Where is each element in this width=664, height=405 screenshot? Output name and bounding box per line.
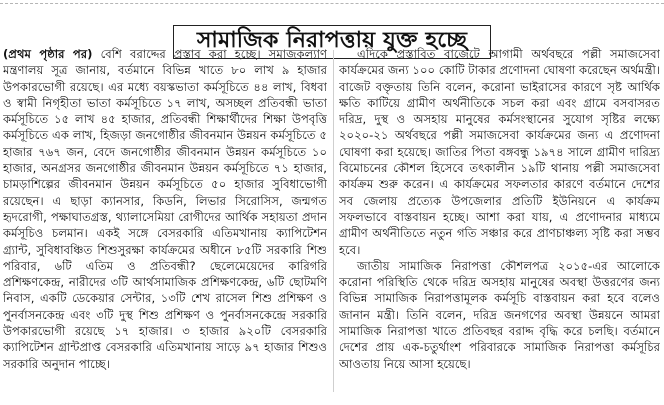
right-column [339, 46, 660, 401]
right-paragraph-1: এদিকে প্রস্তাবিত বাজেটে আগামী অর্থবছরে পল্লী সমাজসেবা কার্যক্রমের জন্য ১০০ কোটি টাকার প্রণোদনা ঘোষণা করেছেন অর্থমন্ত্রী। বাজেট বক্তৃতায় তিনি বলেন, করোনা ভাইরাসের কারণে সৃষ্ট আর্থিক ক্ষতি কাটিয়ে গ্রামীণ অর্থনীতিকে সচল করা এবং গ্রামে বসবাসরত দরিদ্র, দুস্থ ও অসহায় মানুষের কর্মসংস্থানের সুযোগ সৃষ্টির লক্ষ্যে ২০২০-২১ অর্থবছরে পল্লী সমাজসেবা কার্যক্রমের জন্য এ প্রণোদনা ঘোষণা করা হয়েছে। জাতির পিতা বঙ্গবন্ধু ১৯৭৪ সালে গ্রামীণ দারিদ্র্য বিমোচনের কৌশল হিসেবে তৎকালীন ১৯টি থানায় পল্লী সমাজসেবা কার্যক্রম শুরু করেন। এ কার্যক্রমের সফলতার কারণে বর্তমানে দেশের সব জেলায় প্রত্যেক উপজেলার প্রতিটি ইউনিয়নে এ কার্যক্রম সফলভাবে বাস্তবায়ন হচ্ছে। আশা করা যায়, এ প্রণোদনার মাধ্যমে গ্রামীণ অর্থনীতিতে নতুন গতি সঞ্চার করে প্রাণচাঞ্চল্য সৃষ্টি করা সম্ভব হবে। [339, 47, 660, 257]
column-divider [333, 50, 334, 392]
continuation-kicker: (প্রথম পৃষ্ঠার পর) [3, 47, 93, 61]
previous-content-strip [0, 0, 664, 4]
left-column [3, 46, 327, 401]
left-paragraph-1 [3, 46, 327, 372]
article-headline: সামাজিক নিরাপত্তায় যুক্ত হচ্ছে [173, 25, 491, 59]
right-paragraph-2: জাতীয় সামাজিক নিরাপত্তা কৌশলপত্র ২০১৫-এর আলোকে করোনা পরিস্থিতি থেকে দরিদ্র অসহায় মানুষের অবস্থা উত্তরণের জন্য বিভিন্ন সামাজিক নিরাপত্তামূলক কর্মসূচি বাস্তবায়ন করা হবে বলেও জানান মন্ত্রী। তিনি বলেন, দরিদ্র জনগণের অবস্থা উন্নয়নে আমরা সামাজিক নিরাপত্তা খাতে প্রতিবছর বরাদ্দ বৃদ্ধি করে চলছি। বর্তমানে দেশের প্রায় এক-চতুর্থাংশ পরিবারকে সামাজিক নিরাপত্তা কর্মসূচির আওতায় নিয়ে আসা হয়েছে। [339, 258, 660, 371]
left-paragraph-1-text: বেশি বরাদ্দের প্রস্তাব করা হচ্ছে। সমাজকল্যাণ মন্ত্রণালয় সূত্র জানায়, বর্তমানে বিভিন্ন খাতে ৮০ লাখ ৯ হাজার উপকারভোগী রয়েছে। এর মধ্যে বয়স্কভাতা কর্মসূচিতে ৪৪ লাখ, বিধবা ও স্বামী নিগৃহীতা ভাতা কর্মসূচিতে ১৭ লাখ, অসচ্ছল প্রতিবন্ধী ভাতা কর্মসূচিতে ১৫ লাখ ৪৫ হাজার, প্রতিবন্ধী শিক্ষার্থীদের শিক্ষা উপবৃত্তি কর্মসূচিতে এক লাখ, হিজড়া জনগোষ্ঠীর জীবনমান উন্নয়ন কর্মসূচিতে ৫ হাজার ৭৬৭ জন, বেদে জনগোষ্ঠীর জীবনমান উন্নয়ন কর্মসূচিতে ১০ হাজার, অনগ্রসর জনগোষ্ঠীর জীবনমান উন্নয়ন কর্মসূচিতে ৭১ হাজার, চামড়াশিল্পের জীবনমান উন্নয়ন কর্মসূচিতে ৫০ হাজার সুবিধাভোগী রয়েছেন। এ ছাড়া ক্যানসার, কিডনি, লিভার সিরোসিস, জন্মগত হৃদরোগী, পক্ষাঘাতগ্রস্ত, থ্যালাসেমিয়া রোগীদের আর্থিক সহায়তা প্রদান কর্মসূচিও চলমান। একই সঙ্গে বেসরকারি এতিমখানায় ক্যাপিটেশন গ্র্যান্ট, সুবিধাবঞ্চিত শিশুসুরক্ষা কার্যক্রমের অধীনে ৮৫টি সরকারি শিশু পরিবার, ৬টি এতিম ও প্রতিবন্ধী? ছেলেমেয়েদের কারিগরি প্রশিক্ষণকেন্দ্র, নারীদের ৩টি আর্থসামাজিক প্রশিক্ষণকেন্দ্র, ৬টি ছোটমণি নিবাস, একটি ডেকেয়ার সেন্টার, ১৩টি শেখ রাসেল শিশু প্রশিক্ষণ ও পুনর্বাসনকেন্দ্র এবং ৩টি দুস্থ শিশু প্রশিক্ষণ ও পুনর্বাসনকেন্দ্রে সরকারি উপকারভোগী রয়েছে ১৭ হাজার। ৩ হাজার ৯২০টি বেসরকারি ক্যাপিটেশন গ্রান্টপ্রাপ্ত বেসরকারি এতিমখানায় সাড়ে ৯৭ হাজার শিশুও সরকারি অনুদান পাচ্ছে। [3, 47, 327, 371]
